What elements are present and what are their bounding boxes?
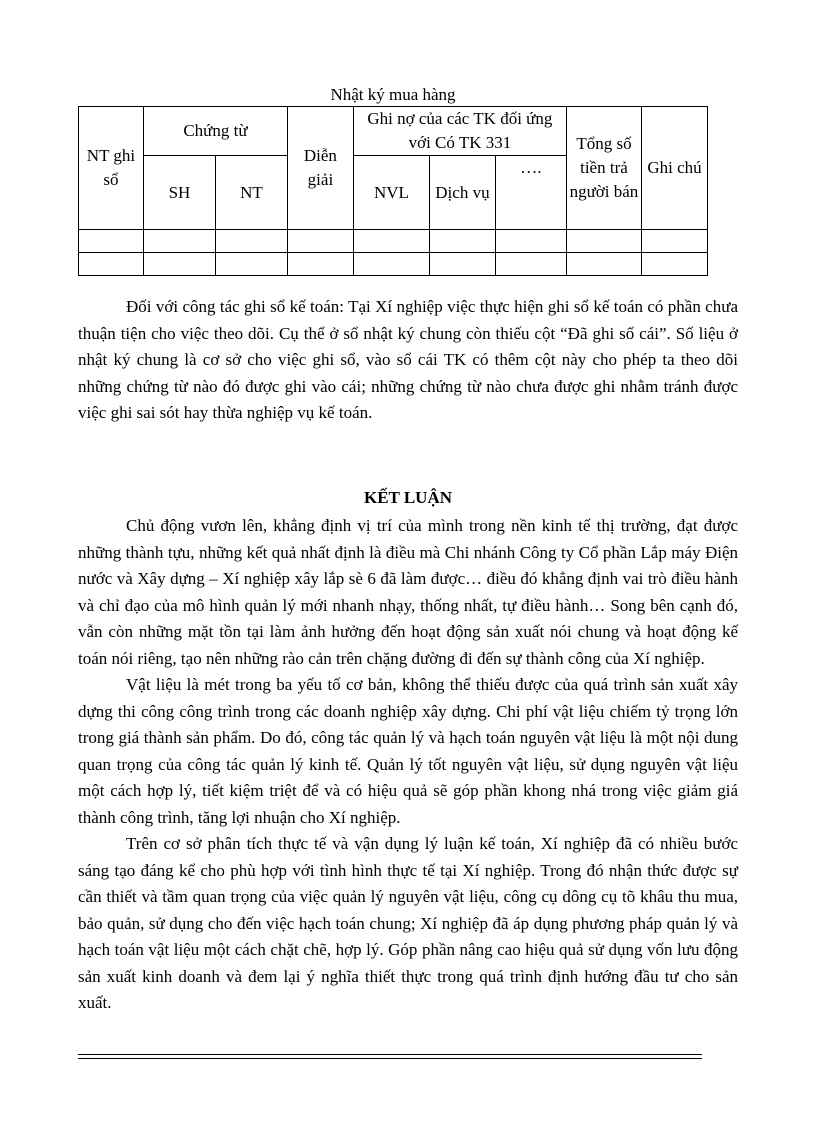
accounting-note	[78, 294, 738, 427]
paragraph: Đối với công tác ghi sổ kế toán: Tại Xí nghiệp việc thực hiện ghi sổ kế toán có phần chưa thuận tiện cho việc theo dõi. Cụ thể ở sổ nhật ký chung còn thiếu cột “Đã ghi sổ cái”. Số liệu ở nhật ký chung là cơ sở cho việc ghi sổ, vào sổ cái TK có thêm cột này cho phép ta theo dõi những chứng từ nào đó được ghi vào cái; những chứng từ nào chưa được ghi nhằm tránh được việc ghi sai sót hay thừa nghiệp vụ kế toán.	[78, 297, 738, 422]
table-row	[79, 230, 708, 253]
header-chung-tu: Chứng từ	[143, 107, 287, 156]
header-nvl: NVL	[353, 156, 429, 230]
paragraph: Chủ động vươn lên, khẳng định vị trí của mình trong nền kinh tế thị trường, đạt được những thành tựu, những kết quả nhất định là điều mà Chi nhánh Công ty Cổ phần Lắp máy Điện nước và Xây dựng – Xí nghiệp xây lắp sè 6 đã làm được… điều đó khẳng định vai trò điều hành và chỉ đạo của mô hình quản lý mới nhanh nhạy, thống nhất, tự điều hành… Song bên cạnh đó, vẫn còn những mặt tồn tại làm ảnh hưởng đến hoạt động sản xuất nói chung và hoạt động kế toán nói riêng, tạo nên những rào cản trên chặng đường đi đến sự thành công của Xí nghiệp.	[78, 516, 738, 668]
header-nt: NT	[215, 156, 287, 230]
header-ghi-chu: Ghi chú	[641, 107, 707, 230]
footer-rule	[78, 1058, 702, 1059]
table-title: Nhật ký mua hàng	[330, 85, 456, 104]
header-ghi-no: Ghi nợ của các TK đối ứng với Có TK 331	[353, 107, 566, 156]
header-dien-giai: Diễn giải	[287, 107, 353, 230]
header-tong-so-tien: Tổng số tiền trả người bán	[566, 107, 641, 230]
table-row	[79, 253, 708, 276]
header-nt-ghi-so: NT ghi sổ	[79, 107, 144, 230]
conclusion-body	[78, 513, 738, 1017]
header-dots: ….	[495, 156, 566, 230]
paragraph: Trên cơ sở phân tích thực tế và vận dụng lý luận kế toán, Xí nghiệp đã có nhiều bước sáng tạo đáng kể cho phù hợp với tình hình thực tế tại Xí nghiệp. Trong đó nhận thức được sự cần thiết và tầm quan trọng của việc quản lý nguyên vật liệu, công cụ dông cụ tõ khâu thu mua, bảo quản, sử dụng cho đến việc hạch toán chung; Xí nghiệp đã áp dụng phương pháp quản lý và hạch toán vật liệu một cách chặt chẽ, hợp lý. Góp phần nâng cao hiệu quả sử dụng vốn lưu động sản xuất kinh doanh và đem lại ý nghĩa thiết thực trong quá trình định hướng đầu tư cho sản xuất.	[78, 834, 738, 1012]
header-dich-vu: Dịch vụ	[429, 156, 495, 230]
purchase-journal-table	[78, 106, 708, 276]
paragraph: Vật liệu là mét trong ba yếu tố cơ bản, không thể thiếu được của quá trình sản xuất xây dựng thi công công trình trong các doanh nghiệp xây dựng. Chi phí vật liệu chiếm tỷ trọng lớn trong giá thành sản phẩm. Do đó, công tác quản lý và hạch toán nguyên vật liệu là một nội dung quan trọng của công tác quản lý kinh tế. Quản lý tốt nguyên vật liệu, sử dụng nguyên vật liệu một cách hợp lý, tiết kiệm triệt để và có hiệu quả sẽ góp phần khong nhá trong việc giảm giá thành công trình, tăng lợi nhuận cho Xí nghiệp.	[78, 675, 738, 827]
conclusion-heading: KẾT LUẬN	[363, 488, 452, 507]
footer-rule	[78, 1054, 702, 1055]
header-sh: SH	[143, 156, 215, 230]
